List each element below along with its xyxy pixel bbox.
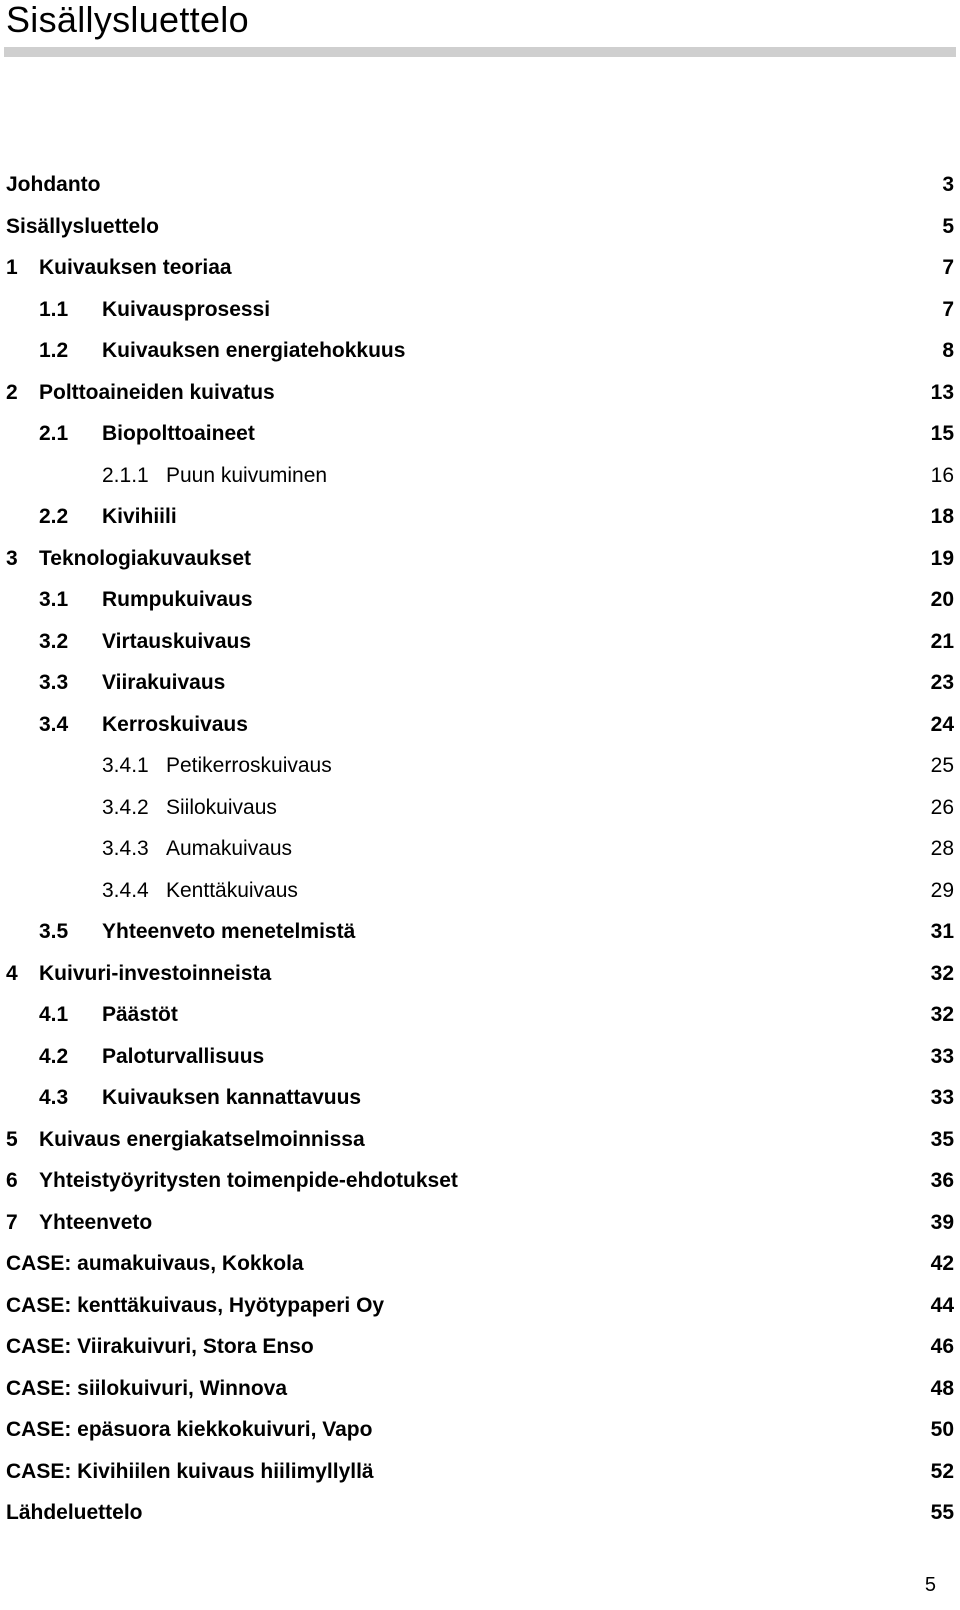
toc-entry-page: 3 (942, 173, 954, 196)
page-title: Sisällysluettelo (6, 0, 249, 40)
toc-entry[interactable] (6, 171, 954, 213)
toc-entry-page: 42 (930, 1252, 954, 1275)
toc-entry-page: 7 (942, 256, 954, 279)
toc-entry[interactable] (6, 1250, 954, 1292)
toc-entry-number: 5 (6, 1127, 18, 1151)
toc-entry-label: Lähdeluettelo (6, 1501, 143, 1524)
toc-entry-page: 52 (930, 1459, 954, 1483)
toc-entry-number: 4 (6, 961, 18, 985)
toc-entry-number: 3.4.3 (102, 837, 149, 860)
toc-entry[interactable] (6, 1333, 954, 1375)
toc-entry[interactable] (6, 711, 954, 753)
toc-entry[interactable] (6, 337, 954, 379)
toc-entry-number: 3.3 (39, 671, 69, 694)
toc-entry-page: 48 (930, 1376, 954, 1400)
toc-entry-label: Kuivauksen energiatehokkuus (102, 339, 406, 362)
toc-entry-page: 31 (930, 920, 954, 943)
toc-entry-label: Kerroskuivaus (102, 712, 248, 736)
toc-entry-label: Aumakuivaus (166, 837, 293, 860)
title-rule (4, 47, 956, 57)
toc-entry-label: Petikerroskuivaus (166, 754, 332, 777)
toc-entry[interactable] (6, 1043, 954, 1085)
toc-entry-number: 4.1 (39, 1003, 69, 1026)
toc-entry-label: Polttoaineiden kuivatus (39, 380, 275, 404)
toc-entry-number: 3.4.2 (102, 795, 149, 819)
toc-entry-number: 4.2 (39, 1044, 69, 1068)
toc-entry-label: Sisällysluettelo (6, 214, 159, 238)
toc-entry[interactable] (6, 1416, 954, 1458)
toc-entry-label: Puun kuivuminen (166, 463, 328, 487)
toc-entry-page: 50 (930, 1418, 954, 1441)
toc-entry[interactable] (6, 1084, 954, 1126)
toc-entry-page: 35 (930, 1127, 954, 1151)
toc-entry[interactable] (6, 586, 954, 628)
toc-entry-label: Viirakuivaus (102, 671, 226, 694)
toc-entry[interactable] (6, 835, 954, 877)
toc-entry[interactable] (6, 213, 954, 255)
toc-entry-page: 26 (930, 795, 954, 819)
toc-entry-page: 36 (930, 1169, 954, 1192)
toc-entry-number: 2.1.1 (102, 463, 149, 487)
toc-entry-label: Paloturvallisuus (102, 1044, 265, 1068)
toc-entry-label: Päästöt (102, 1003, 178, 1026)
toc-entry-page: 13 (930, 380, 954, 404)
toc-entry-page: 28 (930, 837, 954, 860)
page-number: 5 (924, 1574, 936, 1596)
toc-entry-number: 3.4.1 (102, 754, 149, 777)
toc-entry-label: CASE: epäsuora kiekkokuivuri, Vapo (6, 1418, 373, 1441)
toc-entry-page: 20 (930, 588, 954, 611)
toc-entry[interactable] (6, 545, 954, 587)
toc-entry[interactable] (6, 1001, 954, 1043)
toc-entry-page: 25 (930, 754, 954, 777)
toc-entry[interactable] (6, 918, 954, 960)
toc-entry[interactable] (6, 628, 954, 670)
toc-entry-number: 2.2 (39, 505, 69, 528)
toc-entry-number: 3.4 (39, 712, 69, 736)
toc-entry-number: 1.2 (39, 339, 69, 362)
toc-entry[interactable] (6, 1209, 954, 1251)
toc-entry[interactable] (6, 420, 954, 462)
toc-entry-number: 3.5 (39, 920, 69, 943)
toc-entry-label: CASE: kenttäkuivaus, Hyötypaperi Oy (6, 1293, 385, 1317)
toc-entry[interactable] (6, 379, 954, 421)
toc-entry-page: 15 (930, 422, 954, 445)
toc-entry-number: 6 (6, 1169, 18, 1192)
table-of-contents (6, 171, 954, 1541)
toc-entry-page: 19 (930, 546, 954, 570)
toc-entry-page: 33 (930, 1044, 954, 1068)
toc-entry[interactable] (6, 462, 954, 504)
toc-entry-label: Yhteenveto menetelmistä (102, 920, 356, 943)
toc-entry-number: 7 (6, 1210, 18, 1234)
toc-entry[interactable] (6, 960, 954, 1002)
toc-entry-label: Rumpukuivaus (102, 588, 253, 611)
toc-entry-label: Kuivauksen kannattavuus (102, 1086, 362, 1109)
toc-entry-number: 2 (6, 380, 18, 404)
toc-entry-page: 46 (930, 1335, 954, 1358)
toc-entry-page: 44 (930, 1293, 954, 1317)
toc-entry-page: 7 (942, 297, 954, 321)
toc-entry[interactable] (6, 296, 954, 338)
toc-entry-number: 3.1 (39, 588, 69, 611)
toc-entry-page: 55 (930, 1501, 954, 1524)
toc-entry-number: 2.1 (39, 422, 69, 445)
toc-entry-page: 5 (942, 214, 954, 238)
toc-entry-page: 16 (930, 463, 954, 487)
toc-entry-label: Teknologiakuvaukset (39, 546, 252, 570)
toc-entry-label: CASE: siilokuivuri, Winnova (6, 1376, 288, 1400)
toc-entry-label: Kuivausprosessi (102, 297, 271, 321)
toc-entry-label: Virtauskuivaus (102, 629, 252, 653)
toc-entry-label: Kuivaus energiakatselmoinnissa (39, 1127, 365, 1151)
toc-entry-page: 24 (930, 712, 954, 736)
toc-entry-label: Kuivauksen teoriaa (39, 256, 232, 279)
toc-entry-number: 1 (6, 256, 18, 279)
toc-entry[interactable] (6, 669, 954, 711)
toc-entry-page: 39 (930, 1210, 954, 1234)
toc-entry[interactable] (6, 1499, 954, 1541)
toc-entry-label: Biopolttoaineet (102, 422, 255, 445)
toc-entry[interactable] (6, 752, 954, 794)
toc-entry-number: 3 (6, 546, 18, 570)
toc-entry-number: 3.2 (39, 629, 69, 653)
toc-entry-page: 8 (942, 339, 954, 362)
toc-entry[interactable] (6, 1167, 954, 1209)
toc-entry[interactable] (6, 1458, 954, 1500)
toc-entry[interactable] (6, 254, 954, 296)
toc-entry-page: 33 (930, 1086, 954, 1109)
toc-entry-label: Yhteistyöyritysten toimenpide-ehdotukset (39, 1169, 458, 1192)
toc-entry-number: 3.4.4 (102, 878, 149, 902)
toc-entry-label: Kenttäkuivaus (166, 878, 298, 902)
toc-entry-label: Johdanto (6, 173, 101, 196)
toc-entry-label: Yhteenveto (39, 1210, 153, 1234)
toc-entry[interactable] (6, 1375, 954, 1417)
toc-entry-page: 29 (930, 878, 954, 902)
toc-entry-label: CASE: Viirakuivuri, Stora Enso (6, 1335, 314, 1358)
toc-entry[interactable] (6, 503, 954, 545)
toc-entry-page: 18 (930, 505, 954, 528)
toc-entry-page: 21 (930, 629, 954, 653)
toc-entry-number: 4.3 (39, 1086, 69, 1109)
toc-entry-number: 1.1 (39, 297, 69, 321)
toc-entry-label: Siilokuivaus (166, 795, 277, 819)
toc-entry[interactable] (6, 877, 954, 919)
toc-entry[interactable] (6, 1126, 954, 1168)
toc-entry-page: 32 (930, 961, 954, 985)
toc-entry-label: CASE: Kivihiilen kuivaus hiilimyllyllä (6, 1459, 374, 1483)
toc-entry-label: CASE: aumakuivaus, Kokkola (6, 1252, 304, 1275)
toc-entry-page: 32 (930, 1003, 954, 1026)
toc-entry[interactable] (6, 1292, 954, 1334)
toc-entry-page: 23 (930, 671, 954, 694)
toc-entry-label: Kuivuri-investoinneista (39, 961, 272, 985)
toc-entry[interactable] (6, 794, 954, 836)
toc-entry-label: Kivihiili (102, 505, 177, 528)
